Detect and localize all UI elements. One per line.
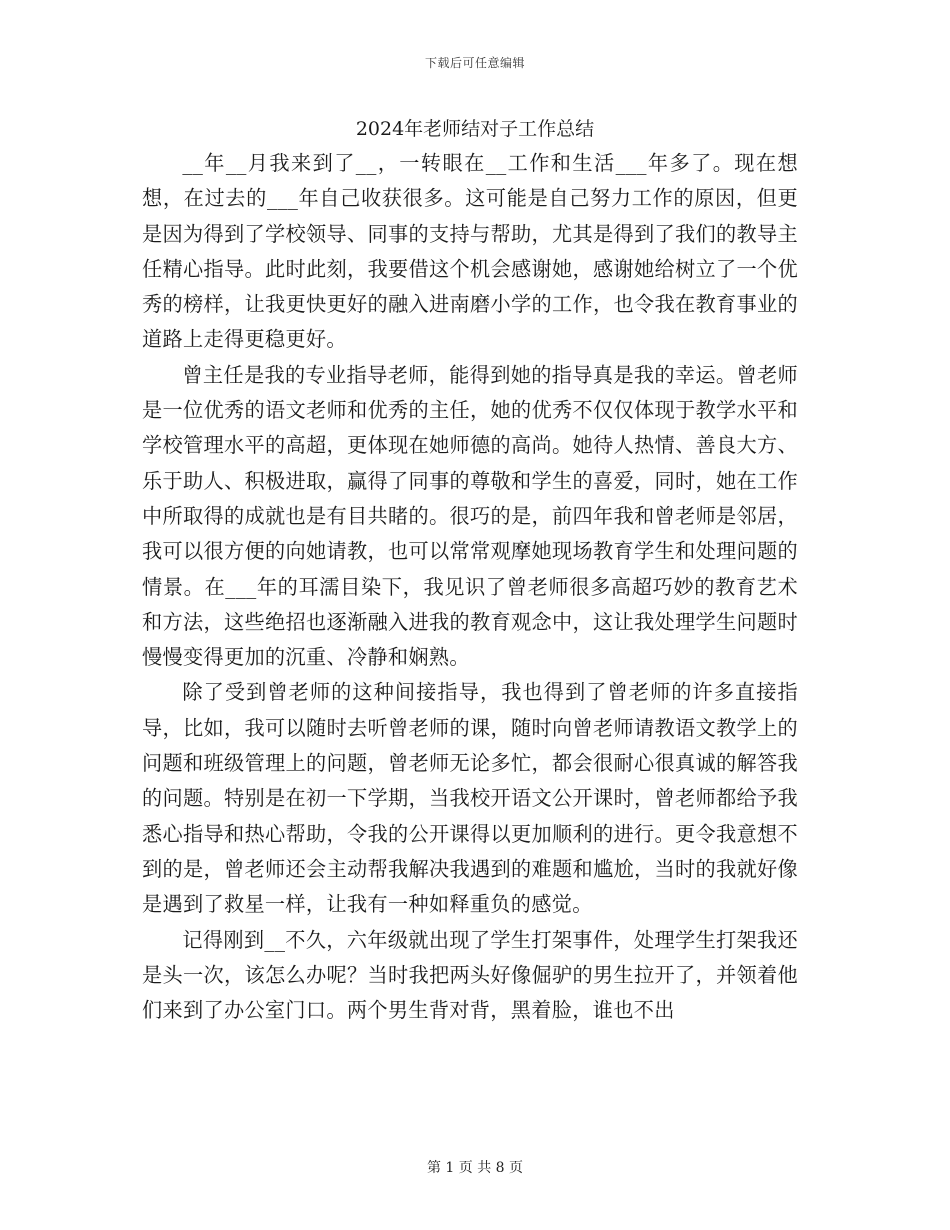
paragraph: 曾主任是我的专业指导老师，能得到她的指导真是我的幸运。曾老师是一位优秀的语文老师和优秀的主任，她的优秀不仅仅体现于教学水平和学校管理水平的高超，更体现在她师德的高尚。她待人热情、善良大方、乐于助人、积极进取，赢得了同事的尊敬和学生的喜爱，同时，她在工作中所取得的成就也是有目共睹的。很巧的是，前四年我和曾老师是邻居，我可以很方便的向她请教，也可以常常观摩她现场教育学生和处理问题的情景。在___年的耳濡目染下，我见识了曾老师很多高超巧妙的教育艺术和方法，这些绝招也逐渐融入进我的教育观念中，这让我处理学生问题时慢慢变得更加的沉重、冷静和娴熟。 (142, 362, 798, 670)
paragraph: 记得刚到__不久，六年级就出现了学生打架事件，处理学生打架我还是头一次，该怎么办呢？当时我把两头好像倔驴的男生拉开了，并领着他们来到了办公室门口。两个男生背对背，黑着脸，谁也不出 (142, 927, 798, 1023)
page-number-footer: 第 1 页 共 8 页 (426, 1160, 524, 1176)
paragraph: 除了受到曾老师的这种间接指导，我也得到了曾老师的许多直接指导，比如，我可以随时去听曾老师的课，随时向曾老师请教语文教学上的问题和班级管理上的问题，曾老师无论多忙，都会很耐心很真诚的解答我的问题。特别是在初一下学期，当我校开语文公开课时，曾老师都给予我悉心指导和热心帮助，令我的公开课得以更加顺利的进行。更令我意想不到的是，曾老师还会主动帮我解决我遇到的难题和尴尬，当时的我就好像是遇到了救星一样，让我有一种如释重负的感觉。 (142, 680, 798, 917)
header-note: 下载后可任意编辑 (424, 56, 525, 70)
document-title: 2024年老师结对子工作总结 (355, 118, 595, 140)
document-body (142, 146, 798, 1028)
paragraph: __年__月我来到了__，一转眼在__工作和生活___年多了。现在想想，在过去的___年自己收获很多。这可能是自己努力工作的原因，但更是因为得到了学校领导、同事的支持与帮助，尤其是得到了我们的教导主任精心指导。此时此刻，我要借这个机会感谢她，感谢她给树立了一个优秀的榜样，让我更快更好的融入进南磨小学的工作，也令我在教育事业的道路上走得更稳更好。 (142, 151, 798, 352)
